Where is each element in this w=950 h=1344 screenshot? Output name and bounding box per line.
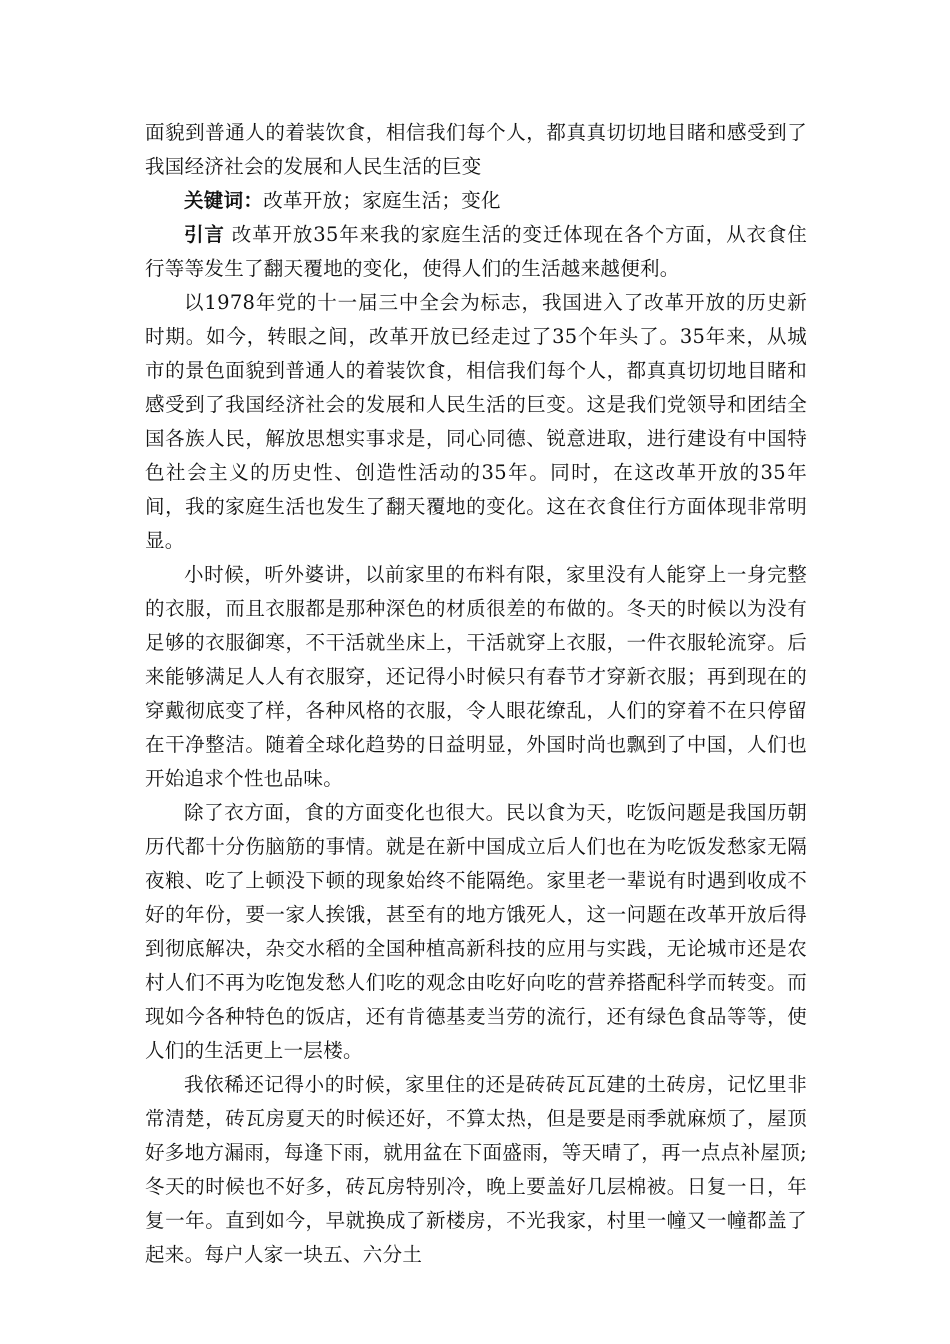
intro-paragraph (145, 218, 807, 286)
body-paragraph-clothing: 小时候，听外婆讲，以前家里的布料有限，家里没有人能穿上一身完整的衣服，而且衣服都是那种深色的材质很差的布做的。冬天的时候以为没有足够的衣服御寒，不干活就坐床上，干活就穿上衣服，一件衣服轮流穿。后来能够满足人人有衣服穿，还记得小时候只有春节才穿新衣服；再到现在的穿戴彻底变了样，各种风格的衣服，令人眼花缭乱，人们的穿着不在只停留在干净整洁。随着全球化趋势的日益明显，外国时尚也飘到了中国，人们也开始追求个性也品味。 (145, 563, 807, 790)
body-paragraph-housing: 我依稀还记得小的时候，家里住的还是砖砖瓦瓦建的土砖房，记忆里非常清楚，砖瓦房夏天的时候还好，不算太热，但是要是雨季就麻烦了，屋顶好多地方漏雨，每逢下雨，就用盆在下面盛雨，等天晴了，再一点点补屋顶;冬天的时候也不好多，砖瓦房特别冷，晚上要盖好几层棉被。日复一日，年复一年。直到如今，早就换成了新楼房，不光我家，村里一幢又一幢都盖了起来。每户人家一块五、六分土 (145, 1073, 807, 1266)
intro-label: 引言 (184, 223, 225, 246)
abstract-tail: 面貌到普通人的着装饮食，相信我们每个人，都真真切切地目睹和感受到了我国经济社会的发展和人民生活的巨变 (145, 121, 807, 178)
intro-text: 改革开放35年来我的家庭生活的变迁体现在各个方面，从衣食住行等等发生了翻天覆地的变化，使得人们的生活越来越便利。 (145, 223, 807, 280)
keywords-label: 关键词： (184, 189, 264, 212)
keywords-line (145, 184, 807, 218)
document-page (145, 116, 807, 1272)
keywords-text: 改革开放；家庭生活；变化 (263, 189, 501, 212)
body-paragraph-reform: 以1978年党的十一届三中全会为标志，我国进入了改革开放的历史新时期。如今，转眼之间，改革开放已经走过了35个年头了。35年来，从城市的景色面貌到普通人的着装饮食，相信我们每个人，都真真切切地目睹和感受到了我国经济社会的发展和人民生活的巨变。这是我们党领导和团结全国各族人民，解放思想实事求是，同心同德、锐意进取，进行建设有中国特色社会主义的历史性、创造性活动的35年。同时，在这改革开放的35年间，我的家庭生活也发生了翻天覆地的变化。这在衣食住行方面体现非常明显。 (145, 291, 807, 552)
body-paragraph-food: 除了衣方面，食的方面变化也很大。民以食为天，吃饭问题是我国历朝历代都十分伤脑筋的事情。就是在新中国成立后人们也在为吃饭发愁家无隔夜粮、吃了上顿没下顿的现象始终不能隔绝。家里老一辈说有时遇到收成不好的年份，要一家人挨饿，甚至有的地方饿死人，这一问题在改革开放后得到彻底解决，杂交水稻的全国种植高新科技的应用与实践，无论城市还是农村人们不再为吃饱发愁人们吃的观念由吃好向吃的营养搭配科学而转变。而现如今各种特色的饭店，还有肯德基麦当劳的流行，还有绿色食品等等，使人们的生活更上一层楼。 (145, 801, 807, 1062)
